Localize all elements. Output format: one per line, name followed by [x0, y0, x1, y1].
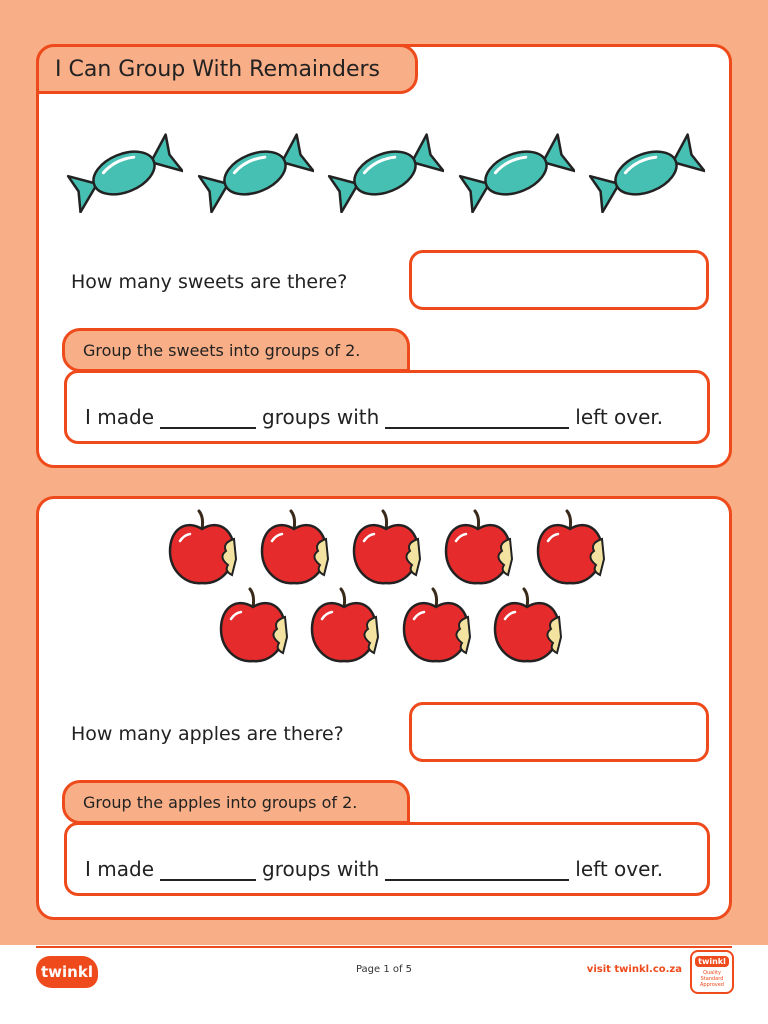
- sweets-row: [65, 133, 705, 213]
- apples-instruction: Group the apples into groups of 2.: [62, 780, 410, 824]
- sweet-icon: [457, 133, 575, 213]
- remainder-blank[interactable]: [385, 863, 569, 881]
- apple-icon: [308, 587, 380, 667]
- badge-text: Quality Standard Approved: [700, 970, 724, 988]
- apple-icon: [217, 587, 289, 667]
- badge-title: twinkl: [695, 956, 729, 967]
- apple-icon: [258, 509, 330, 589]
- apple-icon: [350, 509, 422, 589]
- quality-badge: [690, 950, 734, 994]
- apples-sentence-box[interactable]: [64, 822, 710, 896]
- sweet-icon: [326, 133, 444, 213]
- sweet-icon: [65, 133, 183, 213]
- sweets-question: How many sweets are there?: [71, 271, 348, 293]
- apples-answer-box[interactable]: [409, 702, 709, 762]
- sentence-part-2: groups with: [262, 857, 380, 881]
- visit-link[interactable]: visit twinkl.co.za: [586, 964, 682, 975]
- apple-icon: [534, 509, 606, 589]
- apple-icon: [442, 509, 514, 589]
- apple-icon: [400, 587, 472, 667]
- apple-icon: [166, 509, 238, 589]
- sentence-part-3: left over.: [575, 857, 664, 881]
- sweet-icon: [196, 133, 314, 213]
- sweets-instruction: Group the sweets into groups of 2.: [62, 328, 410, 372]
- footer-divider: [36, 946, 732, 948]
- sweets-answer-box[interactable]: [409, 250, 709, 310]
- apples-row-bottom: [217, 587, 563, 667]
- apples-question: How many apples are there?: [71, 723, 344, 745]
- twinkl-logo[interactable]: twinkl: [36, 956, 98, 988]
- sweets-sentence-box[interactable]: [64, 370, 710, 444]
- sentence-part-1: I made: [85, 857, 154, 881]
- sentence-part-2: groups with: [262, 405, 380, 429]
- sweets-card: [36, 44, 732, 468]
- groups-blank[interactable]: [160, 411, 256, 429]
- apples-row-top: [166, 509, 606, 589]
- remainder-blank[interactable]: [385, 411, 569, 429]
- sentence-part-3: left over.: [575, 405, 664, 429]
- sentence-part-1: I made: [85, 405, 154, 429]
- sweet-icon: [587, 133, 705, 213]
- page-number: Page 1 of 5: [355, 964, 413, 975]
- apple-icon: [491, 587, 563, 667]
- groups-blank[interactable]: [160, 863, 256, 881]
- worksheet-title: I Can Group With Remainders: [36, 44, 418, 94]
- apples-card: [36, 496, 732, 920]
